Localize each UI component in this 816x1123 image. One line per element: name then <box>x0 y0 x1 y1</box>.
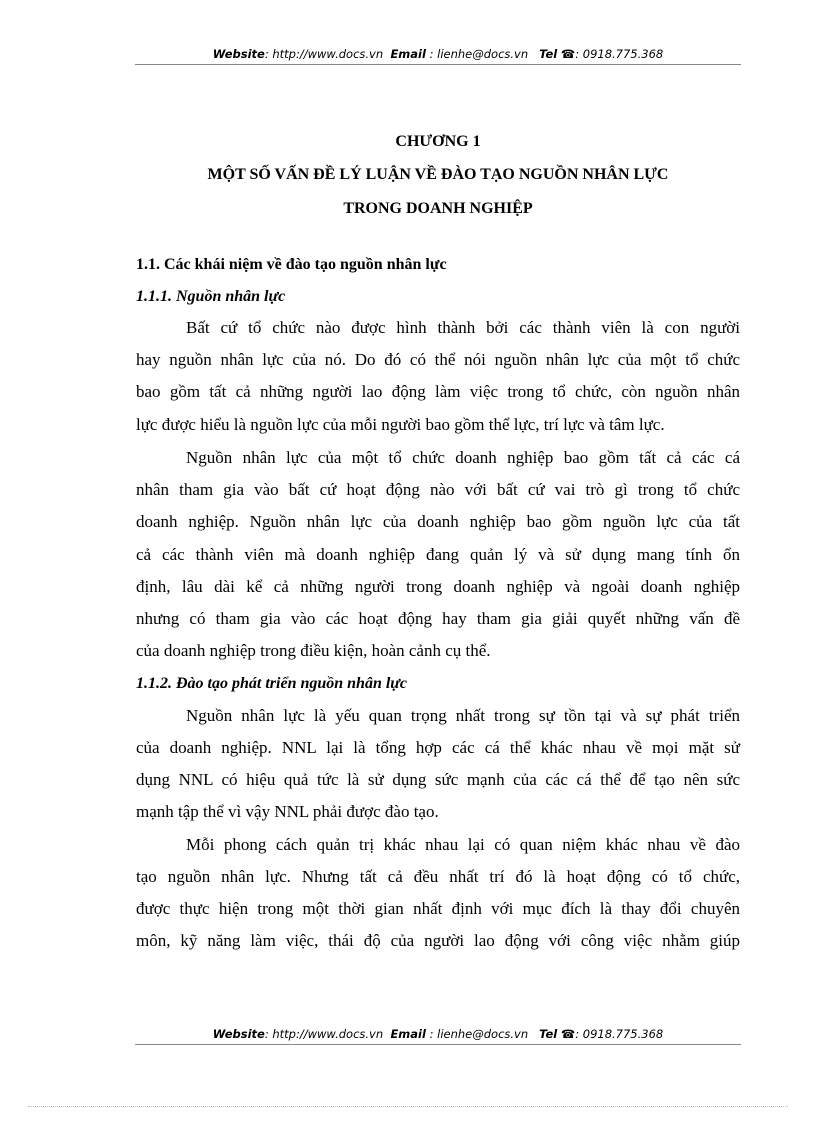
website-value: : http://www.docs.vn <box>264 1027 384 1041</box>
paragraph-line: dụng NNL có hiệu quả tức là sử dụng sức mạnh của các cá thể để tạo nên sức <box>136 770 740 789</box>
email-label: Email <box>390 47 426 61</box>
email-label: Email <box>390 1027 426 1041</box>
email-value: : lienhe@docs.vn <box>429 1027 529 1041</box>
chapter-number: CHƯƠNG 1 <box>395 133 481 150</box>
paragraph-line: nhân tham gia vào bất cứ hoạt động nào với bất cứ vai trò gì trong tổ chức <box>136 480 740 499</box>
paragraph-line: tạo nguồn nhân lực. Nhưng tất cả đều nhất trí đó là hoạt động có tổ chức, <box>136 867 740 886</box>
website-value: : http://www.docs.vn <box>264 47 384 61</box>
page-footer <box>135 1026 741 1045</box>
paragraph-line: hay nguồn nhân lực của nó. Do đó có thể nói nguồn nhân lực của một tổ chức <box>136 350 740 369</box>
chapter-title-line1: MỘT SỐ VẤN ĐỀ LÝ LUẬN VỀ ĐÀO TẠO NGUỒN NHÂN LỰC <box>207 166 669 183</box>
paragraph-line: bao gồm tất cả những người lao động làm việc trong tổ chức, còn nguồn nhân <box>136 382 740 401</box>
website-label: Website <box>212 47 265 61</box>
chapter-title-line2: TRONG DOANH NGHIỆP <box>343 200 533 217</box>
section-1-1-1-heading: 1.1.1. Nguồn nhân lực <box>136 288 286 305</box>
page-border <box>28 1106 788 1107</box>
paragraph-line: môn, kỹ năng làm việc, thái độ của người lao động với công việc nhằm giúp <box>136 931 740 950</box>
paragraph-line: của doanh nghiệp. NNL lại là tổng hợp các cá thể khác nhau về mọi mặt sử <box>136 738 740 757</box>
paragraph-line: Bất cứ tổ chức nào được hình thành bởi các thành viên là con người <box>186 318 740 337</box>
page-header <box>135 46 741 65</box>
paragraph-line: Mỗi phong cách quản trị khác nhau lại có quan niệm khác nhau về đào <box>186 835 740 854</box>
paragraph-line: nhưng có tham gia vào các hoạt động hay tham gia giải quyết những vấn đề <box>136 609 740 628</box>
tel-label: Tel <box>539 1027 558 1041</box>
paragraph-line: của doanh nghiệp trong điều kiện, hoàn cảnh cụ thể. <box>136 641 491 660</box>
email-value: : lienhe@docs.vn <box>429 47 529 61</box>
paragraph-line: cả các thành viên mà doanh nghiệp đang quản lý và sử dụng mang tính ổn <box>136 545 740 564</box>
section-1-1-heading: 1.1. Các khái niệm về đào tạo nguồn nhân lực <box>136 256 447 273</box>
paragraph-line: lực được hiểu là nguồn lực của mỗi người bao gồm thể lực, trí lực và tâm lực. <box>136 415 665 434</box>
tel-label: Tel <box>539 47 558 61</box>
paragraph-line: Nguồn nhân lực của một tổ chức doanh nghiệp bao gồm tất cả các cá <box>186 448 740 467</box>
tel-value: : 0918.775.368 <box>575 47 664 61</box>
paragraph-line: định, lâu dài kể cả những người trong doanh nghiệp và ngoài doanh nghiệp <box>136 577 740 596</box>
paragraph-line: Nguồn nhân lực là yếu quan trọng nhất trong sự tồn tại và sự phát triển <box>186 706 740 725</box>
phone-icon: ☎ <box>560 47 576 61</box>
tel-value: : 0918.775.368 <box>575 1027 664 1041</box>
paragraph-line: được thực hiện trong một thời gian nhất định với mục đích là thay đổi chuyên <box>136 899 740 918</box>
website-label: Website <box>212 1027 265 1041</box>
paragraph-line: mạnh tập thể vì vậy NNL phải được đào tạo. <box>136 802 439 821</box>
phone-icon: ☎ <box>560 1027 576 1041</box>
section-1-1-2-heading: 1.1.2. Đào tạo phát triển nguồn nhân lực <box>136 675 407 692</box>
paragraph-line: doanh nghiệp. Nguồn nhân lực của doanh nghiệp bao gồm nguồn lực của tất <box>136 512 740 531</box>
